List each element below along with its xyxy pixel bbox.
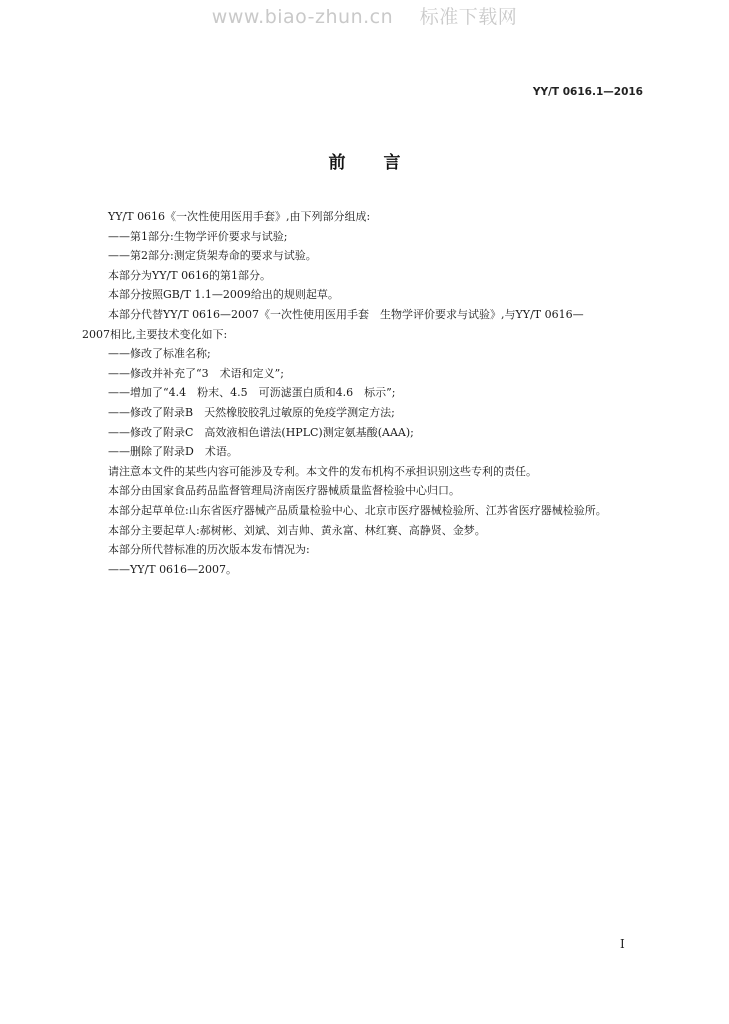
paragraph-replaces: 本部分代替YY/T 0616—2007《一次性使用医用手套 生物学评价要求与试验》,与YY/T 0616— xyxy=(108,307,584,321)
paragraph-composition: YY/T 0616《一次性使用医用手套》,由下列部分组成: xyxy=(108,210,371,223)
paragraph-centralized: 本部分由国家食品药品监督管理局济南医疗器械质量监督检验中心归口。 xyxy=(108,484,460,498)
change-item-3: ——增加了“4.4 粉末、4.5 可沥滤蛋白质和4.6 标示”; xyxy=(108,386,396,400)
list-item-part2: ——第2部分:测定货架寿命的要求与试验。 xyxy=(108,249,317,263)
change-item-1: ——修改了标准名称; xyxy=(108,347,211,361)
foreword-body xyxy=(82,207,654,579)
page-title: 前言 xyxy=(328,153,439,173)
paragraph-scope: 本部分为YY/T 0616的第1部分。 xyxy=(108,268,272,282)
watermark-site: www.biao-zhun.cn xyxy=(211,6,394,28)
change-item-5: ——修改了附录C 高效液相色谱法(HPLC)测定氨基酸(AAA); xyxy=(108,425,414,439)
watermark-name: 标准下载网 xyxy=(419,6,518,28)
list-item-part1: ——第1部分:生物学评价要求与试验; xyxy=(108,229,288,243)
watermark xyxy=(0,2,729,29)
paragraph-drafting-units: 本部分起草单位:山东省医疗器械产品质量检验中心、北京市医疗器械检验所、江苏省医疗器械检验所。 xyxy=(108,503,607,517)
document-code: YY/T 0616.1—2016 xyxy=(532,86,643,98)
change-item-4: ——修改了附录B 天然橡胶胶乳过敏原的免疫学测定方法; xyxy=(108,405,395,419)
paragraph-drafters: 本部分主要起草人:郝树彬、刘斌、刘吉帅、黄永富、林红赛、高静贤、金梦。 xyxy=(108,523,486,537)
paragraph-replaces-cont: 2007相比,主要技术变化如下: xyxy=(82,327,228,341)
paragraph-history: 本部分所代替标准的历次版本发布情况为: xyxy=(108,543,310,557)
page-number: I xyxy=(620,937,625,951)
change-item-6: ——删除了附录D 术语。 xyxy=(108,445,238,459)
paragraph-drafting-rules: 本部分按照GB/T 1.1—2009给出的规则起草。 xyxy=(108,288,339,302)
history-item: ——YY/T 0616—2007。 xyxy=(108,562,238,576)
paragraph-patent: 请注意本文件的某些内容可能涉及专利。本文件的发布机构不承担识别这些专利的责任。 xyxy=(108,464,537,478)
change-item-2: ——修改并补充了“3 术语和定义”; xyxy=(108,366,284,380)
